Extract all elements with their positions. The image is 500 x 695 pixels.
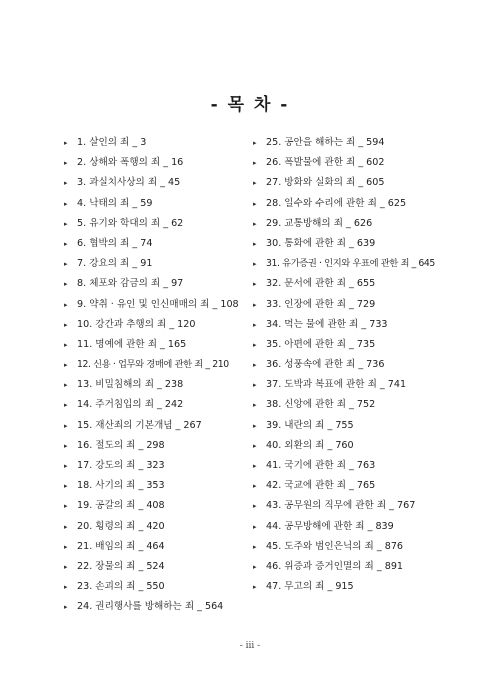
toc-entry-label: 1. 살인의 죄 _ 3 [77, 137, 147, 148]
bullet-icon: ▸ [253, 260, 257, 269]
toc-entry[interactable] [253, 133, 453, 153]
bullet-icon: ▸ [253, 562, 257, 571]
bullet-icon: ▸ [253, 462, 257, 470]
toc-entry[interactable] [253, 375, 453, 395]
toc-entry[interactable] [253, 395, 453, 415]
toc-entry-label: 32. 문서에 관한 죄 _ 655 [266, 278, 376, 290]
bullet-icon: ▸ [64, 462, 68, 470]
toc-entry-label: 10. 강간과 추행의 죄 _ 120 [77, 318, 196, 330]
bullet-icon: ▸ [253, 280, 257, 289]
toc-entry[interactable] [253, 214, 453, 234]
toc-entry[interactable] [253, 416, 453, 436]
toc-entry[interactable] [253, 153, 453, 173]
toc-entry-label: 33. 인장에 관한 죄 _ 729 [266, 298, 376, 310]
bullet-icon: ▸ [64, 441, 68, 450]
toc-entry[interactable] [64, 234, 254, 254]
toc-entry-label: 17. 강도의 죄 _ 323 [77, 460, 165, 471]
toc-entry-label: 47. 무고의 죄 _ 915 [266, 581, 354, 593]
bullet-icon: ▸ [64, 260, 68, 269]
toc-entry-label: 40. 외환의 죄 _ 760 [266, 439, 354, 451]
toc-entry[interactable] [64, 456, 254, 476]
toc-entry[interactable] [253, 194, 453, 214]
toc-entry-label: 36. 성풍속에 관한 죄 _ 736 [266, 359, 385, 371]
toc-entry[interactable] [64, 355, 254, 375]
toc-entry-label: 45. 도주와 범인은닉의 죄 _ 876 [266, 540, 404, 552]
toc-entry[interactable] [253, 537, 453, 557]
bullet-icon: ▸ [64, 482, 68, 491]
toc-entry[interactable] [253, 557, 453, 577]
toc-entry[interactable] [64, 214, 254, 234]
page-title: - 목 차 - [210, 95, 290, 115]
toc-entry-label: 39. 내란의 죄 _ 755 [266, 419, 354, 431]
toc-entry-label: 46. 위증과 증거인멸의 죄 _ 891 [266, 560, 404, 572]
toc-entry[interactable] [253, 234, 453, 254]
toc-entry-label: 4. 낙태의 죄 _ 59 [77, 197, 153, 209]
toc-entry-label: 9. 약취 · 유인 및 인신매매의 죄 _ 108 [77, 298, 239, 310]
bullet-icon: ▸ [64, 522, 68, 531]
bullet-icon: ▸ [253, 239, 257, 248]
toc-entry[interactable] [64, 496, 254, 516]
bullet-icon: ▸ [253, 421, 257, 430]
bullet-icon: ▸ [253, 381, 257, 390]
bullet-icon: ▸ [64, 381, 68, 390]
toc-entry[interactable] [253, 173, 453, 193]
toc-entry-label: 16. 절도의 죄 _ 298 [77, 439, 165, 451]
bullet-icon: ▸ [253, 361, 257, 370]
toc-entry[interactable] [253, 295, 453, 315]
toc-entry-label: 11. 명예에 관한 죄 _ 165 [77, 338, 187, 350]
toc-entry-label: 35. 아편에 관한 죄 _ 735 [266, 338, 376, 350]
toc-entry[interactable] [64, 395, 254, 415]
toc-entry-label: 29. 교통방해의 죄 _ 626 [266, 217, 373, 229]
toc-entry-label: 25. 공안을 해하는 죄 _ 594 [266, 137, 385, 148]
toc-entry-label: 6. 협박의 죄 _ 74 [77, 237, 153, 249]
toc-entry-label: 34. 먹는 물에 관한 죄 _ 733 [266, 318, 388, 330]
toc-entry[interactable] [253, 315, 453, 335]
toc-entry[interactable] [64, 194, 254, 214]
toc-entry-label: 20. 횡령의 죄 _ 420 [77, 520, 165, 532]
bullet-icon: ▸ [64, 179, 68, 188]
toc-entry[interactable] [253, 496, 453, 516]
toc-entry-label: 23. 손괴의 죄 _ 550 [77, 581, 165, 593]
bullet-icon: ▸ [64, 361, 68, 370]
bullet-icon: ▸ [253, 300, 257, 309]
toc-entry[interactable] [64, 274, 254, 294]
toc-entry-label: 7. 강요의 죄 _ 91 [77, 258, 153, 270]
toc-entry-label: 5. 유기와 학대의 죄 _ 62 [77, 217, 184, 229]
toc-entry-label: 18. 사기의 죄 _ 353 [77, 480, 165, 492]
toc-entry[interactable] [253, 355, 453, 375]
toc-entry[interactable] [64, 173, 254, 193]
toc-entry-label: 2. 상해와 폭행의 죄 _ 16 [77, 157, 184, 169]
toc-entry[interactable] [64, 436, 254, 456]
toc-entry-label: 42. 국교에 관한 죄 _ 765 [266, 480, 376, 492]
bullet-icon: ▸ [64, 219, 68, 228]
bullet-icon: ▸ [253, 401, 257, 410]
bullet-icon: ▸ [253, 139, 257, 147]
toc-entry-label: 24. 권리행사를 방해하는 죄 _ 564 [77, 601, 224, 613]
toc-entry[interactable] [64, 476, 254, 496]
toc-entry[interactable] [64, 375, 254, 395]
bullet-icon: ▸ [64, 239, 68, 248]
bullet-icon: ▸ [253, 340, 257, 349]
bullet-icon: ▸ [253, 522, 257, 531]
toc-left-column [64, 133, 254, 618]
bullet-icon: ▸ [253, 502, 257, 511]
toc-entry-label: 30. 통화에 관한 죄 _ 639 [266, 237, 376, 249]
bullet-icon: ▸ [253, 583, 257, 592]
bullet-icon: ▸ [253, 179, 257, 188]
toc-entry[interactable] [64, 133, 254, 153]
bullet-icon: ▸ [64, 199, 68, 208]
toc-entry[interactable] [64, 295, 254, 315]
toc-entry-label: 43. 공무원의 직무에 관한 죄 _ 767 [266, 500, 416, 512]
bullet-icon: ▸ [64, 159, 68, 168]
toc-entry-label: 31. 유가증권 · 인지와 우표에 관한 죄 _ 645 [266, 258, 435, 270]
bullet-icon: ▸ [253, 159, 257, 168]
toc-entry-label: 41. 국기에 관한 죄 _ 763 [266, 460, 376, 471]
bullet-icon: ▸ [64, 542, 68, 551]
toc-entry-label: 27. 방화와 실화의 죄 _ 605 [266, 177, 385, 189]
toc-entry-label: 26. 폭발물에 관한 죄 _ 602 [266, 157, 385, 169]
bullet-icon: ▸ [64, 421, 68, 430]
bullet-icon: ▸ [253, 542, 257, 551]
toc-entry-label: 3. 과실치사상의 죄 _ 45 [77, 177, 181, 189]
bullet-icon: ▸ [253, 199, 257, 208]
toc-entry-label: 28. 일수와 수리에 관한 죄 _ 625 [266, 197, 407, 209]
toc-entry-label: 22. 장물의 죄 _ 524 [77, 560, 165, 572]
bullet-icon: ▸ [64, 320, 68, 329]
bullet-icon: ▸ [64, 300, 68, 309]
bullet-icon: ▸ [64, 401, 68, 410]
toc-entry[interactable] [64, 254, 254, 274]
toc-entry-label: 14. 주거침입의 죄 _ 242 [77, 399, 184, 411]
toc-right-column [253, 133, 453, 597]
toc-entry[interactable] [64, 416, 254, 436]
toc-entry-label: 13. 비밀침해의 죄 _ 238 [77, 379, 184, 391]
toc-entry[interactable] [64, 335, 254, 355]
toc-entry[interactable] [253, 335, 453, 355]
toc-entry[interactable] [253, 436, 453, 456]
toc-entry-label: 44. 공무방해에 관한 죄 _ 839 [266, 520, 394, 532]
toc-entry[interactable] [253, 517, 453, 537]
toc-entry-label: 21. 배임의 죄 _ 464 [77, 540, 165, 552]
toc-entry-label: 12. 신용 · 업무와 경매에 관한 죄 _ 210 [77, 359, 229, 371]
bullet-icon: ▸ [253, 320, 257, 329]
toc-entry[interactable] [64, 577, 254, 597]
toc-entry[interactable] [64, 537, 254, 557]
bullet-icon: ▸ [64, 583, 68, 592]
toc-entry[interactable] [64, 517, 254, 537]
toc-entry[interactable] [253, 577, 453, 597]
bullet-icon: ▸ [253, 482, 257, 491]
toc-entry-label: 8. 체포와 감금의 죄 _ 97 [77, 278, 184, 290]
bullet-icon: ▸ [64, 562, 68, 571]
bullet-icon: ▸ [64, 340, 68, 349]
toc-entry[interactable] [64, 597, 254, 617]
toc-entry[interactable] [64, 153, 254, 173]
toc-entry[interactable] [253, 456, 453, 476]
toc-entry[interactable] [253, 476, 453, 496]
toc-entry[interactable] [64, 315, 254, 335]
toc-entry-label: 38. 신앙에 관한 죄 _ 752 [266, 399, 376, 411]
toc-entry[interactable] [253, 254, 453, 274]
bullet-icon: ▸ [64, 502, 68, 511]
toc-entry-label: 19. 공갈의 죄 _ 408 [77, 500, 165, 512]
bullet-icon: ▸ [253, 441, 257, 450]
bullet-icon: ▸ [64, 280, 68, 289]
bullet-icon: ▸ [64, 603, 68, 612]
toc-entry-label: 15. 재산죄의 기본개념 _ 267 [77, 419, 202, 431]
toc-entry[interactable] [64, 557, 254, 577]
bullet-icon: ▸ [64, 139, 68, 147]
toc-entry-label: 37. 도박과 복표에 관한 죄 _ 741 [266, 379, 407, 391]
toc-entry[interactable] [253, 274, 453, 294]
page-number: - iii - [239, 641, 261, 651]
bullet-icon: ▸ [253, 219, 257, 228]
